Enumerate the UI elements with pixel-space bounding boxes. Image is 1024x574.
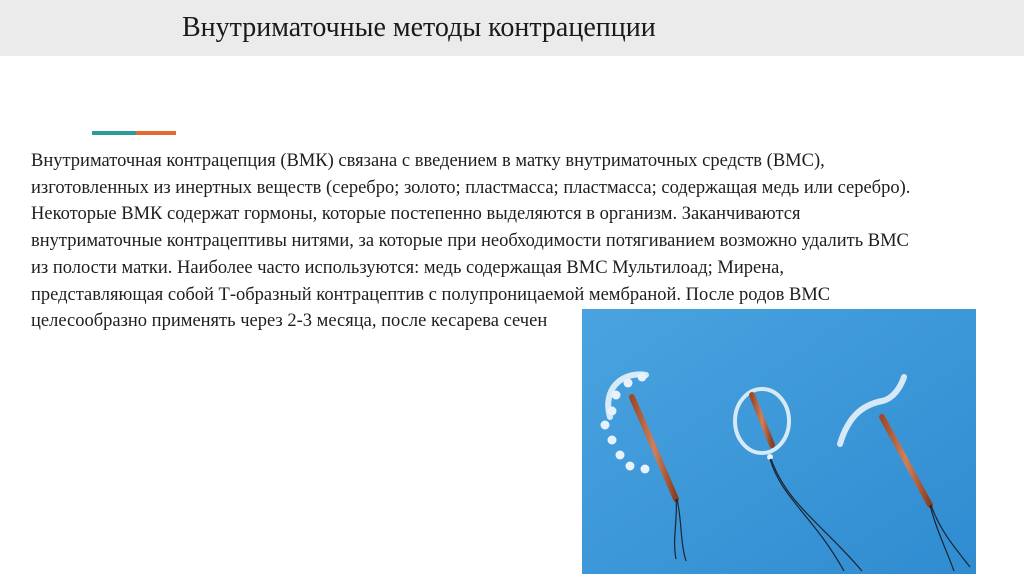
iud-devices-photo — [582, 309, 976, 574]
body-line: из полости матки. Наиболее часто используются: медь содержащая ВМС Мультилоад; Мирена, — [31, 257, 784, 278]
title-bar — [0, 0, 1024, 56]
accent-bar-orange — [136, 131, 176, 135]
accent-bar-teal — [92, 131, 136, 135]
body-line: изготовленных из инертных веществ (серебро; золото; пластмасса; пластмасса; содержащая медь или серебро). — [31, 177, 911, 198]
body-line: представляющая собой Т-образный контрацептив с полупроницаемой мембраной. После родов ВМС — [31, 284, 831, 305]
body-line: Внутриматочная контрацепция (ВМК) связана с введением в матку внутриматочных средств (ВМС), — [31, 151, 825, 171]
body-line: внутриматочные контрацептивы нитями, за которые при необходимости потягиванием возможно удалить ВМС — [31, 231, 909, 252]
slide-title: Внутриматочные методы контрацепции — [182, 12, 656, 43]
body-line: Некоторые ВМК содержат гормоны, которые постепенно выделяются в организм. Заканчиваются — [31, 204, 801, 225]
body-paragraph — [31, 148, 931, 335]
body-line: целесообразно применять через 2-3 месяца, после кесарева сечен — [31, 311, 548, 332]
